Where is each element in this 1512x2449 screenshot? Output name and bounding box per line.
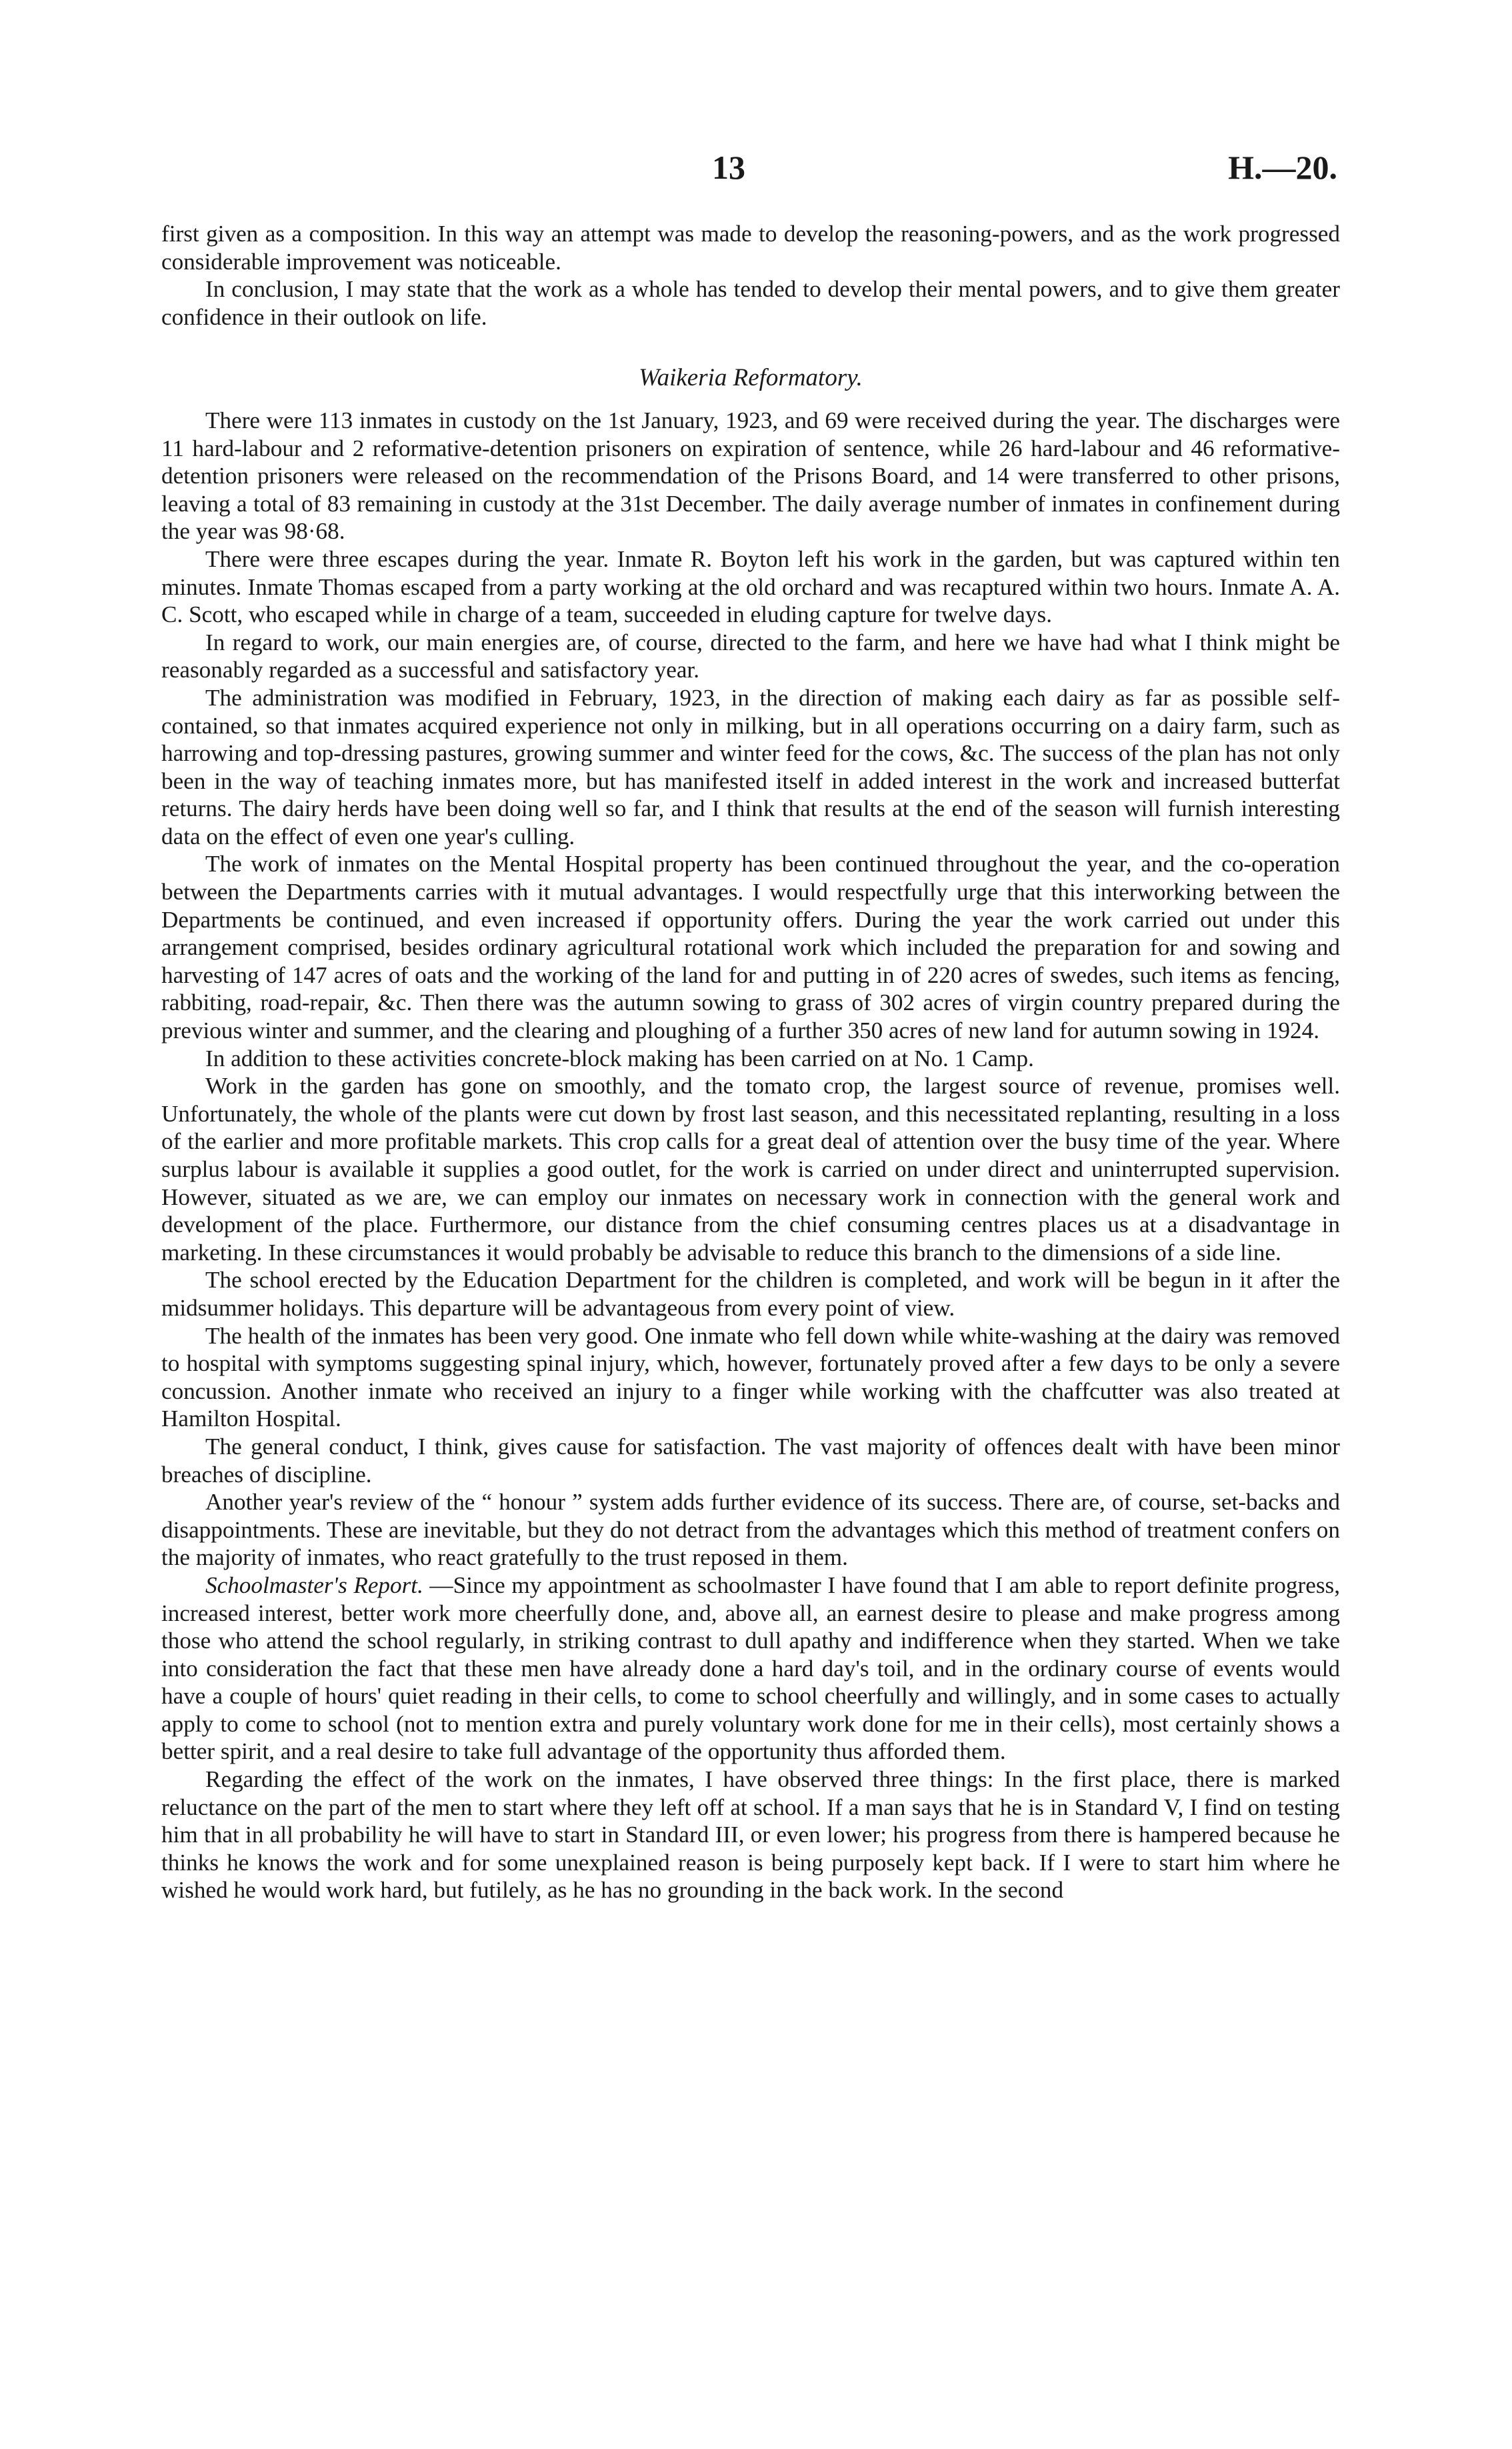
- paragraph-escapes: There were three escapes during the year. Inmate R. Boyton left his work in the garden, but was captured within ten minutes. Inmate Thomas escaped from a party working at the old orchard and was recaptured within two hours. Inmate A. A. C. Scott, who escaped while in charge of a team, succeeded in eluding capture for twelve days.: [161, 545, 1340, 628]
- paragraph-work: In regard to work, our main energies are, of course, directed to the farm, and here we have had what I think might be reasonably regarded as a successful and satisfactory year.: [161, 629, 1340, 683]
- paragraph-schoolmaster-report: [161, 1572, 1340, 1766]
- paragraph-concrete-block: In addition to these activities concrete-block making has been carried on at No. 1 Camp.: [205, 1045, 1034, 1071]
- paragraph-school: The school erected by the Education Department for the children is completed, and work will be begun in it after the midsummer holidays. This departure will be advantageous from every point of view.: [161, 1267, 1340, 1321]
- paragraph-mental-hospital: The work of inmates on the Mental Hospital property has been continued throughout the year, and the co-operation between the Departments carries with it mutual advantages. I would respectfully urge that this interworking between the Departments be continued, and even increased if opportunity offers. During the year the work carried out under this arrangement comprised, besides ordinary agricultural rotational work which included the preparation for and sowing and harvesting of 147 acres of oats and the working of the land for and putting in of 220 acres of swedes, such items as fencing, rabbiting, road-repair, &c. Then there was the autumn sowing to grass of 302 acres of virgin country prepared during the previous winter and summer, and the clearing and ploughing of a further 350 acres of new land for autumn sowing in 1924.: [161, 851, 1340, 1044]
- page-number: 13: [712, 149, 745, 186]
- paragraph-garden: Work in the garden has gone on smoothly, and the tomato crop, the largest source of revenue, promises well. Unfortunately, the whole of the plants were cut down by frost last season, and this necessitated replanting, resulting in a loss of the earlier and more profitable markets. This crop calls for a great deal of attention over the busy time of the year. Where surplus labour is available it supplies a good outlet, for the work is carried on under direct and uninterrupted supervision. However, situated as we are, we can employ our inmates on necessary work in connection with the general work and development of the place. Furthermore, our distance from the chief consuming centres places us at a disadvantage in marketing. In these circumstances it would probably be advisable to reduce this branch to the dimensions of a side line.: [161, 1073, 1340, 1266]
- paragraph-conduct: The general conduct, I think, gives cause for satisfaction. The vast majority of offences dealt with have been minor breaches of discipline.: [161, 1433, 1340, 1488]
- schoolmaster-report-text: —Since my appointment as schoolmaster I have found that I am able to report definite progress, increased interest, better work more cheerfully done, and, above all, an earnest desire to please and make progress among those who attend the school regularly, in striking contrast to dull apathy and indifference when they started. When we take into consideration the fact that these men have already done a hard day's toil, and in the ordinary course of events would have a couple of hours' quiet reading in their cells, to come to school cheerfully and willingly, and in some cases to actually apply to come to school (not to mention extra and purely voluntary work done for me in their cells), most certainly shows a better spirit, and a real desire to take full advantage of the opportunity thus afforded them.: [161, 1572, 1340, 1765]
- paragraph-health: The health of the inmates has been very good. One inmate who fell down while white-washing at the dairy was removed to hospital with symptoms suggesting spinal injury, which, however, fortunately proved after a few days to be only a severe concussion. Another inmate who received an injury to a finger while working with the chaffcutter was also treated at Hamilton Hospital.: [161, 1322, 1340, 1432]
- schoolmaster-report-heading: Schoolmaster's Report.: [205, 1572, 423, 1598]
- body-text: [161, 220, 1340, 1904]
- intro-paragraph-2: In conclusion, I may state that the work as a whole has tended to develop their mental powers, and to give them greater confidence in their outlook on life.: [161, 276, 1340, 330]
- page-header: [0, 148, 1512, 195]
- paragraph-administration: The administration was modified in February, 1923, in the direction of making each dairy as far as possible self-contained, so that inmates acquired experience not only in milking, but in all operations occurring on a dairy farm, such as harrowing and top-dressing pastures, growing summer and winter feed for the cows, &c. The success of the plan has not only been in the way of teaching inmates more, but has manifested itself in added interest in the work and increased butterfat returns. The dairy herds have been doing well so far, and I think that results at the end of the season will furnish interesting data on the effect of even one year's culling.: [161, 684, 1340, 849]
- paragraph-custody: There were 113 inmates in custody on the 1st January, 1923, and 69 were received during the year. The discharges were 11 hard-labour and 2 reformative-detention prisoners on expiration of sentence, while 26 hard-labour and 46 reformative-detention prisoners were released on the recommendation of the Prisons Board, and 14 were transferred to other prisons, leaving a total of 83 remaining in custody at the 31st December. The daily average number of inmates in confinement during the year was 98·68.: [161, 407, 1340, 545]
- document-reference: H.—20.: [1228, 149, 1337, 186]
- paragraph-effect-of-work: Regarding the effect of the work on the inmates, I have observed three things: In the first place, there is marked reluctance on the part of the men to start where they left off at school. If a man says that he is in Standard V, I find on testing him that in all probability he will have to start in Standard III, or even lower; his progress from there is hampered because he thinks he knows the work and for some unexplained reason is being purposely kept back. If I were to start him where he wished he would work hard, but futilely, as he has no grounding in the back work. In the second: [161, 1766, 1340, 1904]
- intro-paragraph-1: first given as a composition. In this way an attempt was made to develop the reasoning-powers, and as the work progressed considerable improvement was noticeable.: [161, 221, 1340, 275]
- section-heading: Waikeria Reformatory.: [639, 364, 863, 392]
- paragraph-honour-system: Another year's review of the “ honour ” system adds further evidence of its success. There are, of course, set-backs and disappointments. These are inevitable, but they do not detract from the advantages which this method of treatment confers on the majority of inmates, who react gratefully to the trust reposed in them.: [161, 1489, 1340, 1571]
